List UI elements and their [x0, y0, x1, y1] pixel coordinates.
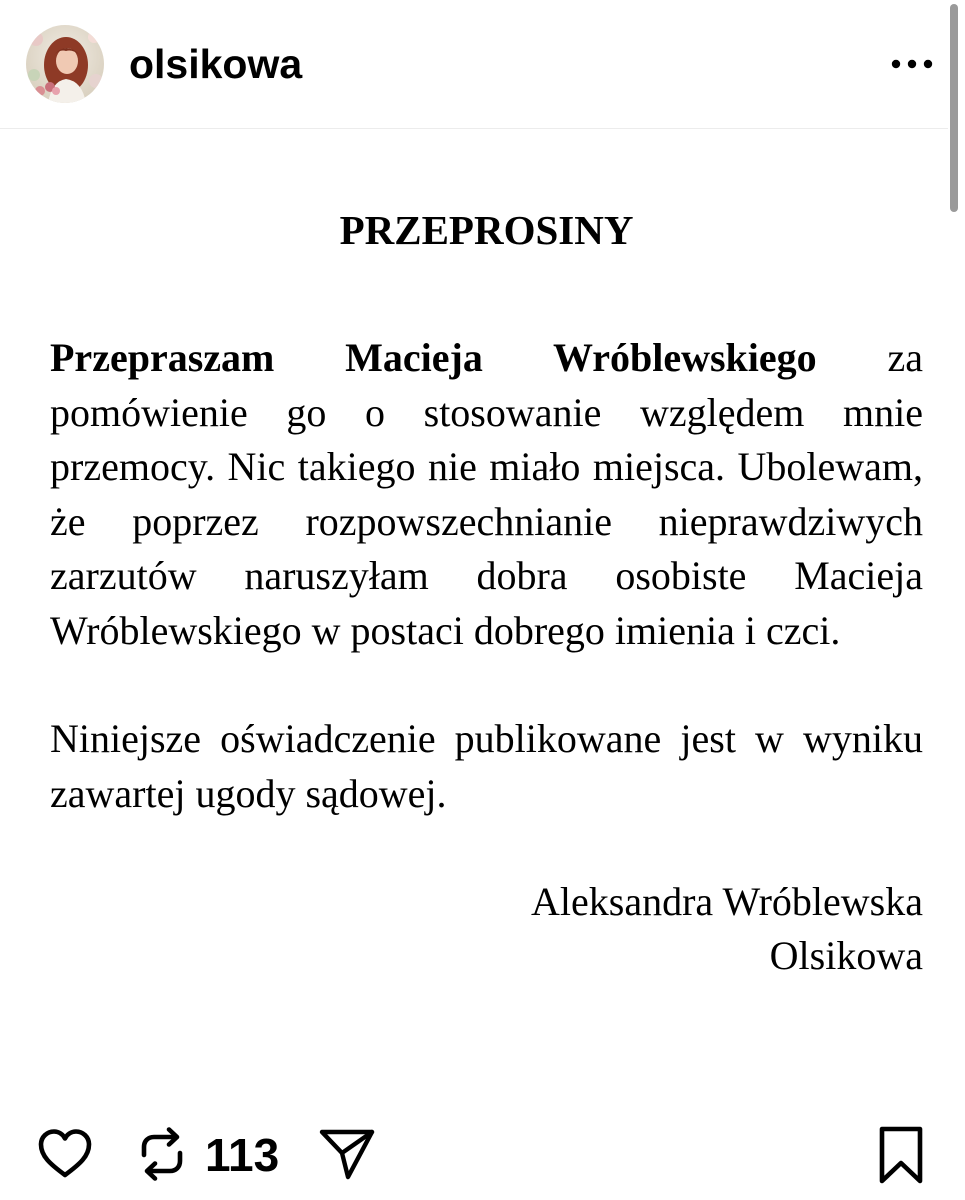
post-title: PRZEPROSINY	[339, 207, 634, 253]
more-horizontal-icon[interactable]	[884, 44, 940, 84]
avatar[interactable]	[26, 25, 104, 103]
avatar-image	[26, 25, 104, 103]
apology-body: za pomówienie go o stosowanie względem mnie przemocy. Nic takiego nie miało miejsca. Ubolewam, że poprzez rozpowszechnianie nieprawdziwych zarzutów naruszyłam dobra osobiste Macieja Wróblewskiego w postaci dobrego imienia i czci.	[50, 335, 923, 653]
heart-icon[interactable]	[36, 1125, 94, 1183]
username[interactable]: olsikowa	[129, 41, 303, 87]
repost-count: 113	[205, 1129, 280, 1181]
statement-paragraph: Niniejsze oświadczenie publikowane jest w wyniku zawartej ugody sądowej.	[50, 716, 923, 816]
repost-icon[interactable]	[136, 1125, 188, 1183]
bookmark-icon[interactable]	[876, 1125, 926, 1185]
apology-paragraph	[50, 331, 923, 658]
signature-line-2: Olsikowa	[769, 933, 923, 978]
post-image-text	[50, 195, 923, 983]
scrollbar[interactable]	[948, 0, 965, 1200]
apology-lead: Przepraszam Macieja Wróblewskiego	[50, 335, 817, 380]
scrollbar-thumb[interactable]	[950, 4, 958, 212]
post-header	[0, 0, 948, 129]
send-icon[interactable]	[318, 1127, 376, 1181]
action-bar	[0, 1105, 948, 1200]
signature-line-1: Aleksandra Wróblewska	[531, 879, 923, 924]
